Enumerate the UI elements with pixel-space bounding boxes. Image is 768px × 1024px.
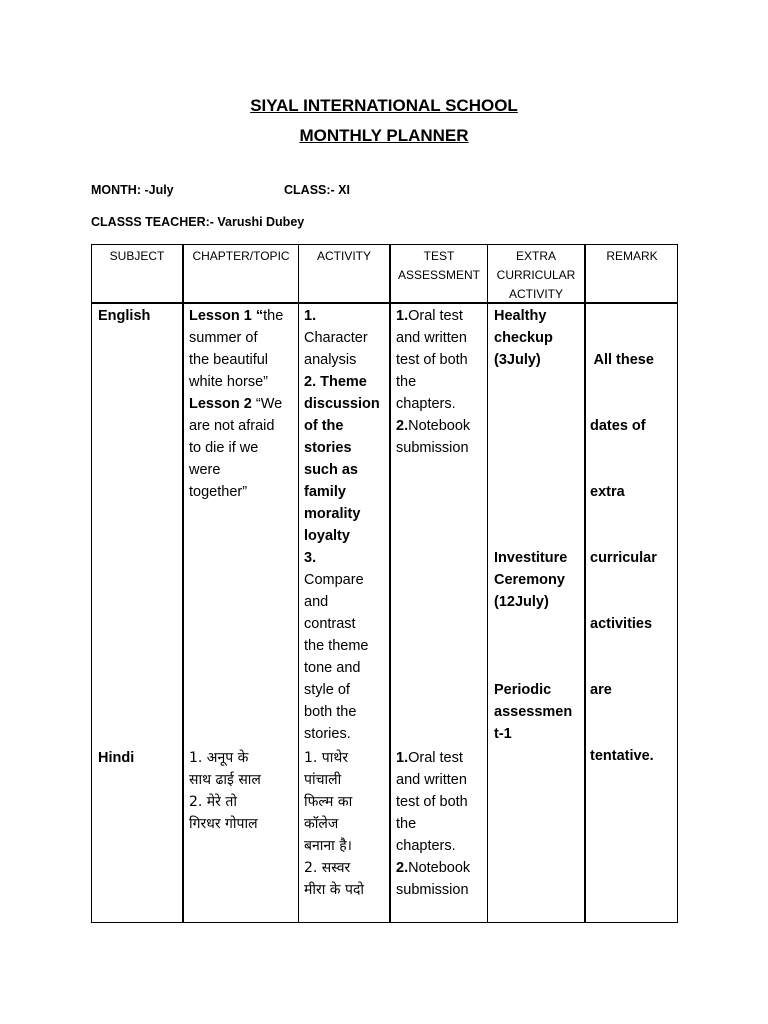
table-divider	[182, 245, 184, 922]
chapter-hindi: 1. अनूप के साथ ढाई साल 2. मेरे तो गिरधर गोपाल	[189, 750, 261, 832]
remark-english: All these dates of extra curricular activities are tentative.	[590, 352, 657, 764]
extra-curricular-english: Healthy checkup (3July)	[494, 308, 553, 368]
header-extra: EXTRA CURRICULAR ACTIVITY	[496, 249, 576, 301]
header-remark: REMARK	[606, 249, 658, 263]
class-teacher-label: CLASSS TEACHER:- Varushi Dubey	[91, 215, 305, 229]
header-activity: ACTIVITY	[316, 249, 371, 263]
planner-title: MONTHLY PLANNER	[299, 126, 469, 145]
header-chapter: CHAPTER/TOPIC	[192, 249, 290, 263]
subject-english: English	[98, 308, 151, 324]
month-label: MONTH: -July	[91, 183, 174, 197]
header-subject: SUBJECT	[109, 249, 165, 263]
chapter-english: Lesson 1 “the summer of the beautiful white horse” Lesson 2 “We are not afraid to die if we were together”	[189, 308, 284, 500]
extra-curricular-investiture: Investiture Ceremony (12July)	[494, 550, 568, 610]
test-english: 1.Oral test and written test of both the chapters. 2.Notebook submission	[396, 308, 471, 456]
class-label: CLASS:- XI	[284, 183, 350, 197]
activity-hindi: 1. पाथेर पांचाली फिल्म का कॉलेज बनाना है। 2. सस्वर मीरा के पदो	[304, 750, 365, 898]
school-title: SIYAL INTERNATIONAL SCHOOL	[250, 96, 518, 115]
table-divider	[298, 245, 299, 922]
header-test: TEST ASSESSMENT	[397, 249, 481, 282]
header-divider	[92, 302, 677, 304]
test-hindi: 1.Oral test and written test of both the chapters. 2.Notebook submission	[396, 750, 471, 898]
planner-table	[91, 244, 678, 923]
table-divider	[584, 245, 586, 922]
extra-curricular-periodic: Periodic assessmen t-1	[494, 682, 573, 742]
subject-hindi: Hindi	[98, 750, 135, 766]
activity-english: 1. Character analysis 2. Theme discussion of the stories such as family morality loyalty 3. Compare and contrast the theme tone and style of both the stories.	[304, 308, 380, 742]
